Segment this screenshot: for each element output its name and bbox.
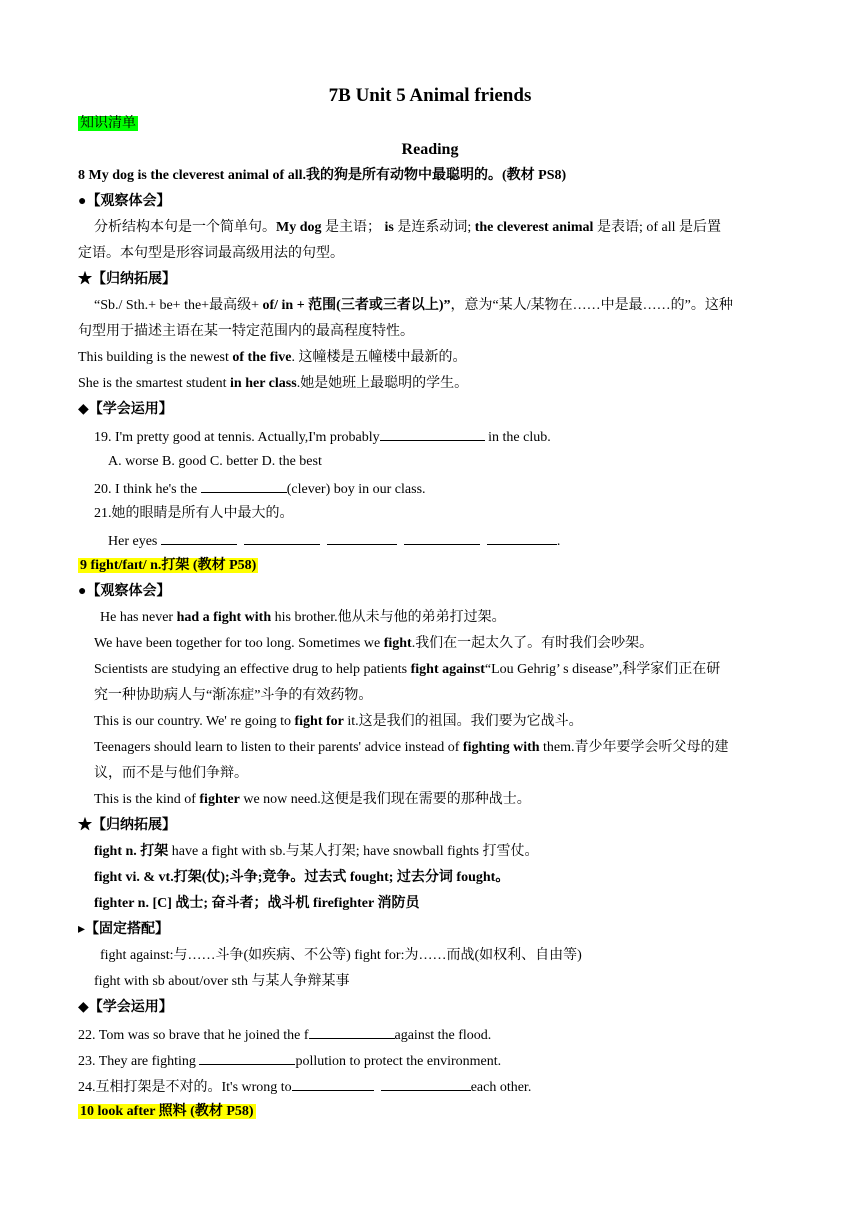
item9-sentence-4: This is our country. We' re going to fight for it.这是我们的祖国。我们要为它战斗。 [94, 714, 583, 729]
item9-extension-3: fighter n. [C] 战士; 奋斗者；战斗机 firefighter 消防员 [94, 896, 420, 911]
answer-blank[interactable] [487, 530, 557, 545]
item9-sentence-2: We have been together for too long. Sometimes we fight.我们在一起太久了。有时我们会吵架。 [94, 636, 654, 651]
item9-sentence-1: He has never had a fight with his brother.他从未与他的弟弟打过架。 [100, 610, 506, 625]
question-19: 19. I'm pretty good at tennis. Actually,I'm probably in the club. [94, 426, 551, 448]
item9-sentence-3: Scientists are studying an effective drug to help patients fight against“Lou Gehrig’ s disease”,科学家们正在研 [94, 662, 721, 677]
item9-sentence-6: This is the kind of fighter we now need.这便是我们现在需要的那种战士。 [94, 792, 531, 807]
answer-blank[interactable] [244, 530, 320, 545]
item9-extension-2: fight vi. & vt.打架(仗);斗争;竞争。过去式 fought; 过去分词 fought。 [94, 870, 510, 885]
question-21: 21.她的眼睛是所有人中最大的。 [94, 506, 294, 521]
item9-observe-label: ●【观察体会】 [78, 584, 171, 599]
item9-sentence-5-cont: 议，而不是与他们争辩。 [94, 766, 248, 781]
answer-blank[interactable] [327, 530, 397, 545]
item9-fixed-label: ▸【固定搭配】 [78, 922, 170, 937]
item9-sentence-3-cont: 究一种协助病人与“渐冻症”斗争的有效药物。 [94, 688, 373, 703]
item9-collocation-2: fight with sb about/over sth 与某人争辩某事 [94, 974, 350, 989]
question-24: 24.互相打架是不对的。It's wrong to each other. [78, 1076, 531, 1098]
answer-blank[interactable] [161, 530, 237, 545]
question-22: 22. Tom was so brave that he joined the f against the flood. [78, 1024, 491, 1046]
answer-blank[interactable] [292, 1076, 374, 1091]
answer-blank[interactable] [380, 426, 485, 441]
item8-summary-label: ★【归纳拓展】 [78, 272, 176, 287]
item8-example-2: She is the smartest student in her class.她是她班上最聪明的学生。 [78, 376, 469, 391]
item9-sentence-5: Teenagers should learn to listen to their parents' advice instead of fighting with them.青少年要学会听父母的建 [94, 740, 729, 755]
question-23: 23. They are fighting pollution to protect the environment. [78, 1050, 501, 1072]
item9-heading: 9 fight/faɪt/ n.打架 (教材 P58) [80, 558, 257, 573]
item8-example-1: This building is the newest of the five. 这幢楼是五幢楼中最新的。 [78, 350, 467, 365]
item8-pattern-line1: “Sb./ Sth.+ be+ the+最高级+ of/ in + 范围(三者或三者以上)”，意为“某人/某物在……中是最……的”。这种 [94, 298, 733, 313]
document-title: 7B Unit 5 Animal friends [328, 85, 532, 106]
answer-blank[interactable] [199, 1050, 295, 1065]
question-21-answer: Her eyes . [108, 530, 560, 552]
item8-pattern-line2: 句型用于描述主语在某一特定范围内的最高程度特性。 [78, 324, 414, 339]
section-heading: Reading [401, 141, 459, 158]
item8-heading: 8 My dog is the cleverest animal of all.我的狗是所有动物中最聪明的。(教材 PS8) [78, 168, 567, 183]
answer-blank[interactable] [404, 530, 480, 545]
answer-blank[interactable] [309, 1024, 395, 1039]
item10-heading: 10 look after 照料 (教材 P58) [80, 1104, 254, 1119]
question-20: 20. I think he's the (clever) boy in our class. [94, 478, 426, 500]
item8-practice-label: ◆【学会运用】 [78, 402, 173, 417]
item9-extension-1: fight n. 打架 have a fight with sb.与某人打架; have snowball fights 打雪仗。 [94, 844, 539, 859]
knowledge-list-tag: 知识清单 [80, 116, 136, 131]
item8-observe-label: ●【观察体会】 [78, 194, 171, 209]
item8-analysis-line2: 定语。本句型是形容词最高级用法的句型。 [78, 246, 344, 261]
answer-blank[interactable] [381, 1076, 471, 1091]
question-19-options: A. worse B. good C. better D. the best [108, 454, 322, 469]
item8-analysis-line1: 分析结构本句是一个简单句。My dog 是主语； is 是连系动词; the cleverest animal 是表语; of all 是后置 [94, 220, 721, 235]
answer-blank[interactable] [201, 478, 287, 493]
item9-summary-label: ★【归纳拓展】 [78, 818, 176, 833]
item9-collocation-1: fight against:与……斗争(如疾病、不公等) fight for:为……而战(如权利、自由等) [100, 948, 582, 963]
item9-practice-label: ◆【学会运用】 [78, 1000, 173, 1015]
